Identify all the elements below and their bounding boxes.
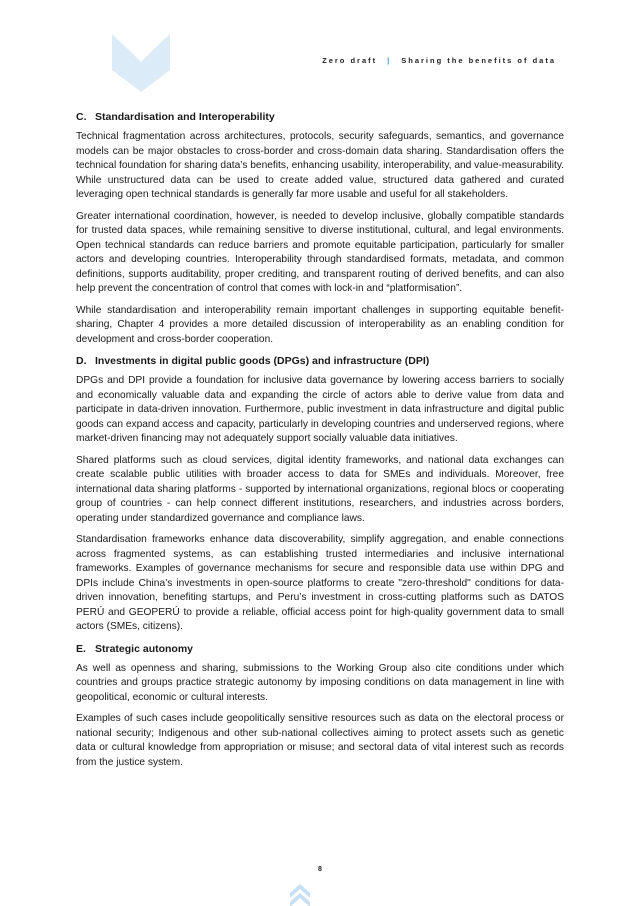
section-heading-c [76,110,564,124]
paragraph: Examples of such cases include geopolitically sensitive resources such as data on the electoral process or national security; Indigenous and other sub-national collectives aiming to protect assets such as genetic data or cultural knowledge from appropriation or misuse; and sectoral data of vital interest such as records from the justice system. [76,713,564,768]
paragraph: Technical fragmentation across architectures, protocols, security safeguards, semantics, and governance models can be major obstacles to cross-border and cross-domain data sharing. Standardisation offers the technical foundation for sharing data’s benefits, enhancing usability, interoperability, and value-measurability. While unstructured data can be used to create added value, structured data gathered and curated leveraging open technical standards is generally far more usable and useful for all stakeholders. [76,131,564,200]
paragraph: As well as openness and sharing, submissions to the Working Group also cite conditions under which countries and groups practice strategic autonomy by imposing conditions on data management in line with geopolitical, economic or cultural interests. [76,662,564,703]
section-title: Standardisation and Interoperability [95,111,275,123]
paragraph: Shared platforms such as cloud services, digital identity frameworks, and national data exchanges can create scalable public utilities with broader access to data for SMEs and individuals. Moreover, free international data sharing platforms - supported by international organizations, regional blocs or cooperating group of countries - can help connect different institutions, researchers, and industries across borders, operating under standardized governance and compliance laws. [76,454,564,524]
paragraph: While standardisation and interoperability remain important challenges in supporting equitable benefit-sharing, Chapter 4 provides a more detailed discussion of interoperability as an enabling condition for development and cross-border cooperation. [76,304,564,345]
header-doc-title: Sharing the benefits of data [401,56,556,65]
header-doc-status: Zero draft [322,56,378,65]
section-heading-d [76,354,564,368]
header-separator: | [387,56,392,65]
page-number: 8 [318,866,322,873]
section-heading-e [76,642,564,656]
paragraph: Standardisation frameworks enhance data discoverability, simplify aggregation, and enable connections across fragmented systems, as can establishing trusted intermediaries and inclusive international frameworks. Examples of governance mechanisms for secure and responsible data use within DPG and DPIs include China’s investments in open-source platforms to create "zero-threshold" conditions for data-driven innovation, benefiting startups, and Peru’s investment in cross-cutting platforms such as DATOS PERÚ and GEOPERÚ to provide a reliable, official access point for high-quality government data to small actors (SMEs, citizens). [76,534,564,632]
running-header [322,56,556,65]
page-body [76,110,564,777]
section-letter: D. [76,355,87,367]
section-letter: C. [76,111,87,123]
section-title: Strategic autonomy [95,642,194,655]
chevron-logo-icon [112,34,170,92]
paragraph: Greater international coordination, however, is needed to develop inclusive, globally compatible standards for trusted data spaces, while remaining sensitive to diverse institutional, cultural, and legal environments. Open technical standards can reduce barriers and promote equitable participation, particularly for smaller actors and developing countries. Interoperability through standardised formats, metadata, and common definitions, supports auditability, proper crediting, and transparent routing of derived benefits, and can also help prevent the concentration of control that comes with lock-in and “platformisation”. [76,210,564,294]
section-title: Investments in digital public goods (DPGs) and infrastructure (DPI) [95,355,430,367]
paragraph: DPGs and DPI provide a foundation for inclusive data governance by lowering access barriers to socially and economically valuable data and expanding the circle of actors able to derive value from data and participate in data-driven innovation. Furthermore, public investment in data infrastructure and digital public goods can expand access and capacity, particularly in developing countries and underserved regions, where market-driven financing may not adequately support socially valuable data initiatives. [76,375,564,444]
section-letter: E. [76,642,86,655]
double-chevron-up-icon [290,882,310,906]
